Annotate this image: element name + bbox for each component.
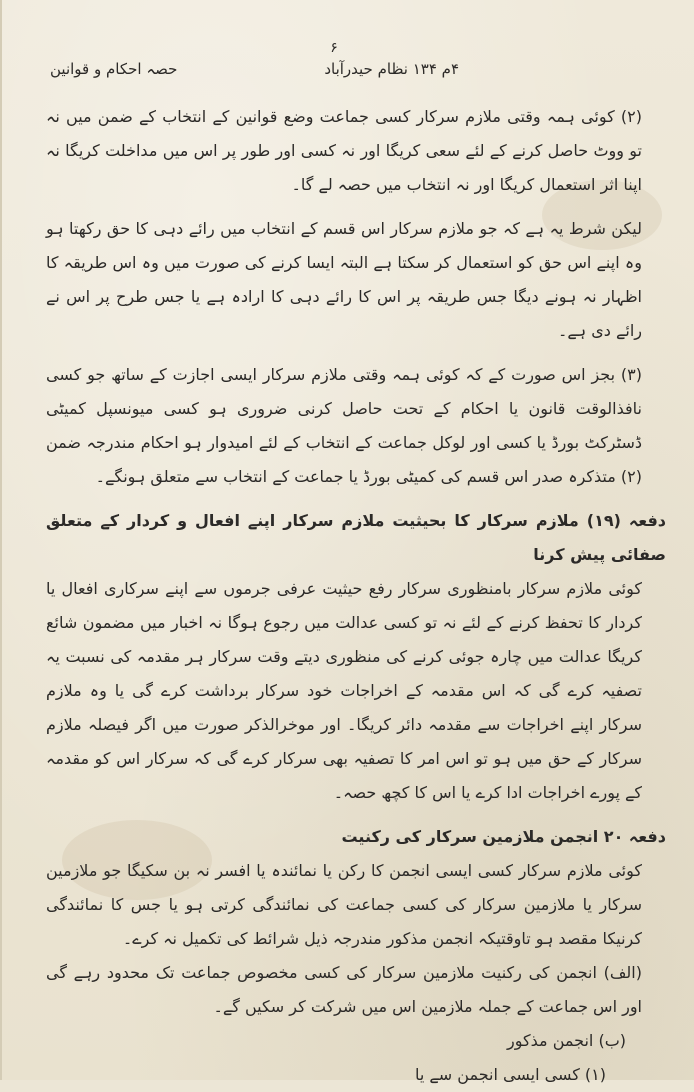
- paragraph: لیکن شرط یہ ہے کہ جو ملازم سرکار اس قسم کے انتخاب میں رائے دہی کا حق رکھتا ہو وہ اپنے اس حق کو استعمال کر سکتا ہے البتہ ایسا کرنے کی صورت میں وہ اس طریقہ کا اظہار نہ ہونے دیگا جس طریقہ پر اس کا رائے دہی کا ارادہ ہے یا جس طرح پر اس نے رائے دی ہے۔: [46, 219, 642, 340]
- section-19-text: کوئی ملازم سرکار بامنظوری سرکار رفع حیثیت عرفی جرموں سے اپنے سرکاری افعال یا کردار کا تحفظ کرنے کے لئے نہ تو کسی عدالت میں رجوع ہوگا نہ اخبار میں مضمون شائع کریگا عدالت میں چارہ جوئی کرنے کی منظوری دیتے وقت سرکار ہر مقدمہ کی نسبت یہ تصفیہ کرے گی کہ اس مقدمہ کے اخراجات خود سرکار برداشت کرے گی یا وہ ملازم سرکار اپنے اخراجات سے مقدمہ دائر کریگا۔ اور موخرالذکر صورت میں اگر فیصلہ ملازم سرکار کے حق میں ہو تو اس امر کا تصفیہ بھی سرکار کرے گی کہ سرکار اس کو مقدمہ کے پورے اخراجات ادا کرے یا اس کا کچھ حصہ۔: [46, 579, 642, 802]
- section-19-heading: دفعہ (۱۹) ملازم سرکار کا بحیثیت ملازم سرکار اپنے افعال و کردار کے متعلق صفائی پیش کرنا: [46, 511, 667, 564]
- section-20-text: کوئی ملازم سرکار کسی ایسی انجمن کا رکن یا نمائندہ یا افسر نہ بن سکیگا جو ملازمین سرکار یا ملازمین سرکار کی کسی جماعت کی نمائندگی کرتی ہو یا جس کا نمائندگی کرنیکا مقصد ہو تاوقتیکہ انجمن مذکور مندرجہ ذیل شرائط کی تکمیل نہ کرے۔: [46, 861, 642, 948]
- section-20-heading: دفعہ ۲۰ انجمن ملازمین سرکار کی رکنیت: [341, 827, 666, 846]
- page-number: ۶: [330, 40, 338, 56]
- document-body: [46, 100, 666, 1092]
- clause-alif: (الف) انجمن کی رکنیت ملازمین سرکار کی کسی مخصوص جماعت تک محدود رہے گی اور اس جماعت کے جملہ ملازمین اس میں شرکت کر سکیں گے۔: [46, 963, 642, 1016]
- paragraph: (۲) کوئی ہمہ وقتی ملازم سرکار کسی جماعت وضع قوانین کے انتخاب کے ضمن میں نہ تو ووٹ حاصل کرنے کے لئے سعی کریگا اور نہ کسی اور طور پر اس میں مداخلت کریگا نہ اپنا اثر استعمال کریگا اور نہ انتخاب میں حصہ لے گا۔: [46, 107, 642, 194]
- paragraph: (۳) بجز اس صورت کے کہ کوئی ہمہ وقتی ملازم سرکار ایسی اجازت کے ساتھ جو کسی نافذالوقت قانون یا احکام کے تحت حاصل کرنی ضروری ہو کسی میونسپل کمیٹی ڈسٹرکٹ بورڈ یا کسی اور لوکل جماعت کے انتخاب کے لئے امیدوار ہو احکام مندرجہ ضمن (۲) متذکرہ صدر اس قسم کی کمیٹی بورڈ یا جماعت کے انتخاب سے متعلق ہونگے۔: [46, 365, 642, 486]
- clause-1: (۱) کسی ایسی انجمن سے یا: [414, 1065, 606, 1084]
- running-header-right: ۴م ۱۳۴ نظام حیدرآباد: [324, 60, 459, 78]
- running-header-left: حصہ احکام و قوانین: [50, 60, 178, 78]
- clause-be: (ب) انجمن مذکور: [507, 1031, 626, 1050]
